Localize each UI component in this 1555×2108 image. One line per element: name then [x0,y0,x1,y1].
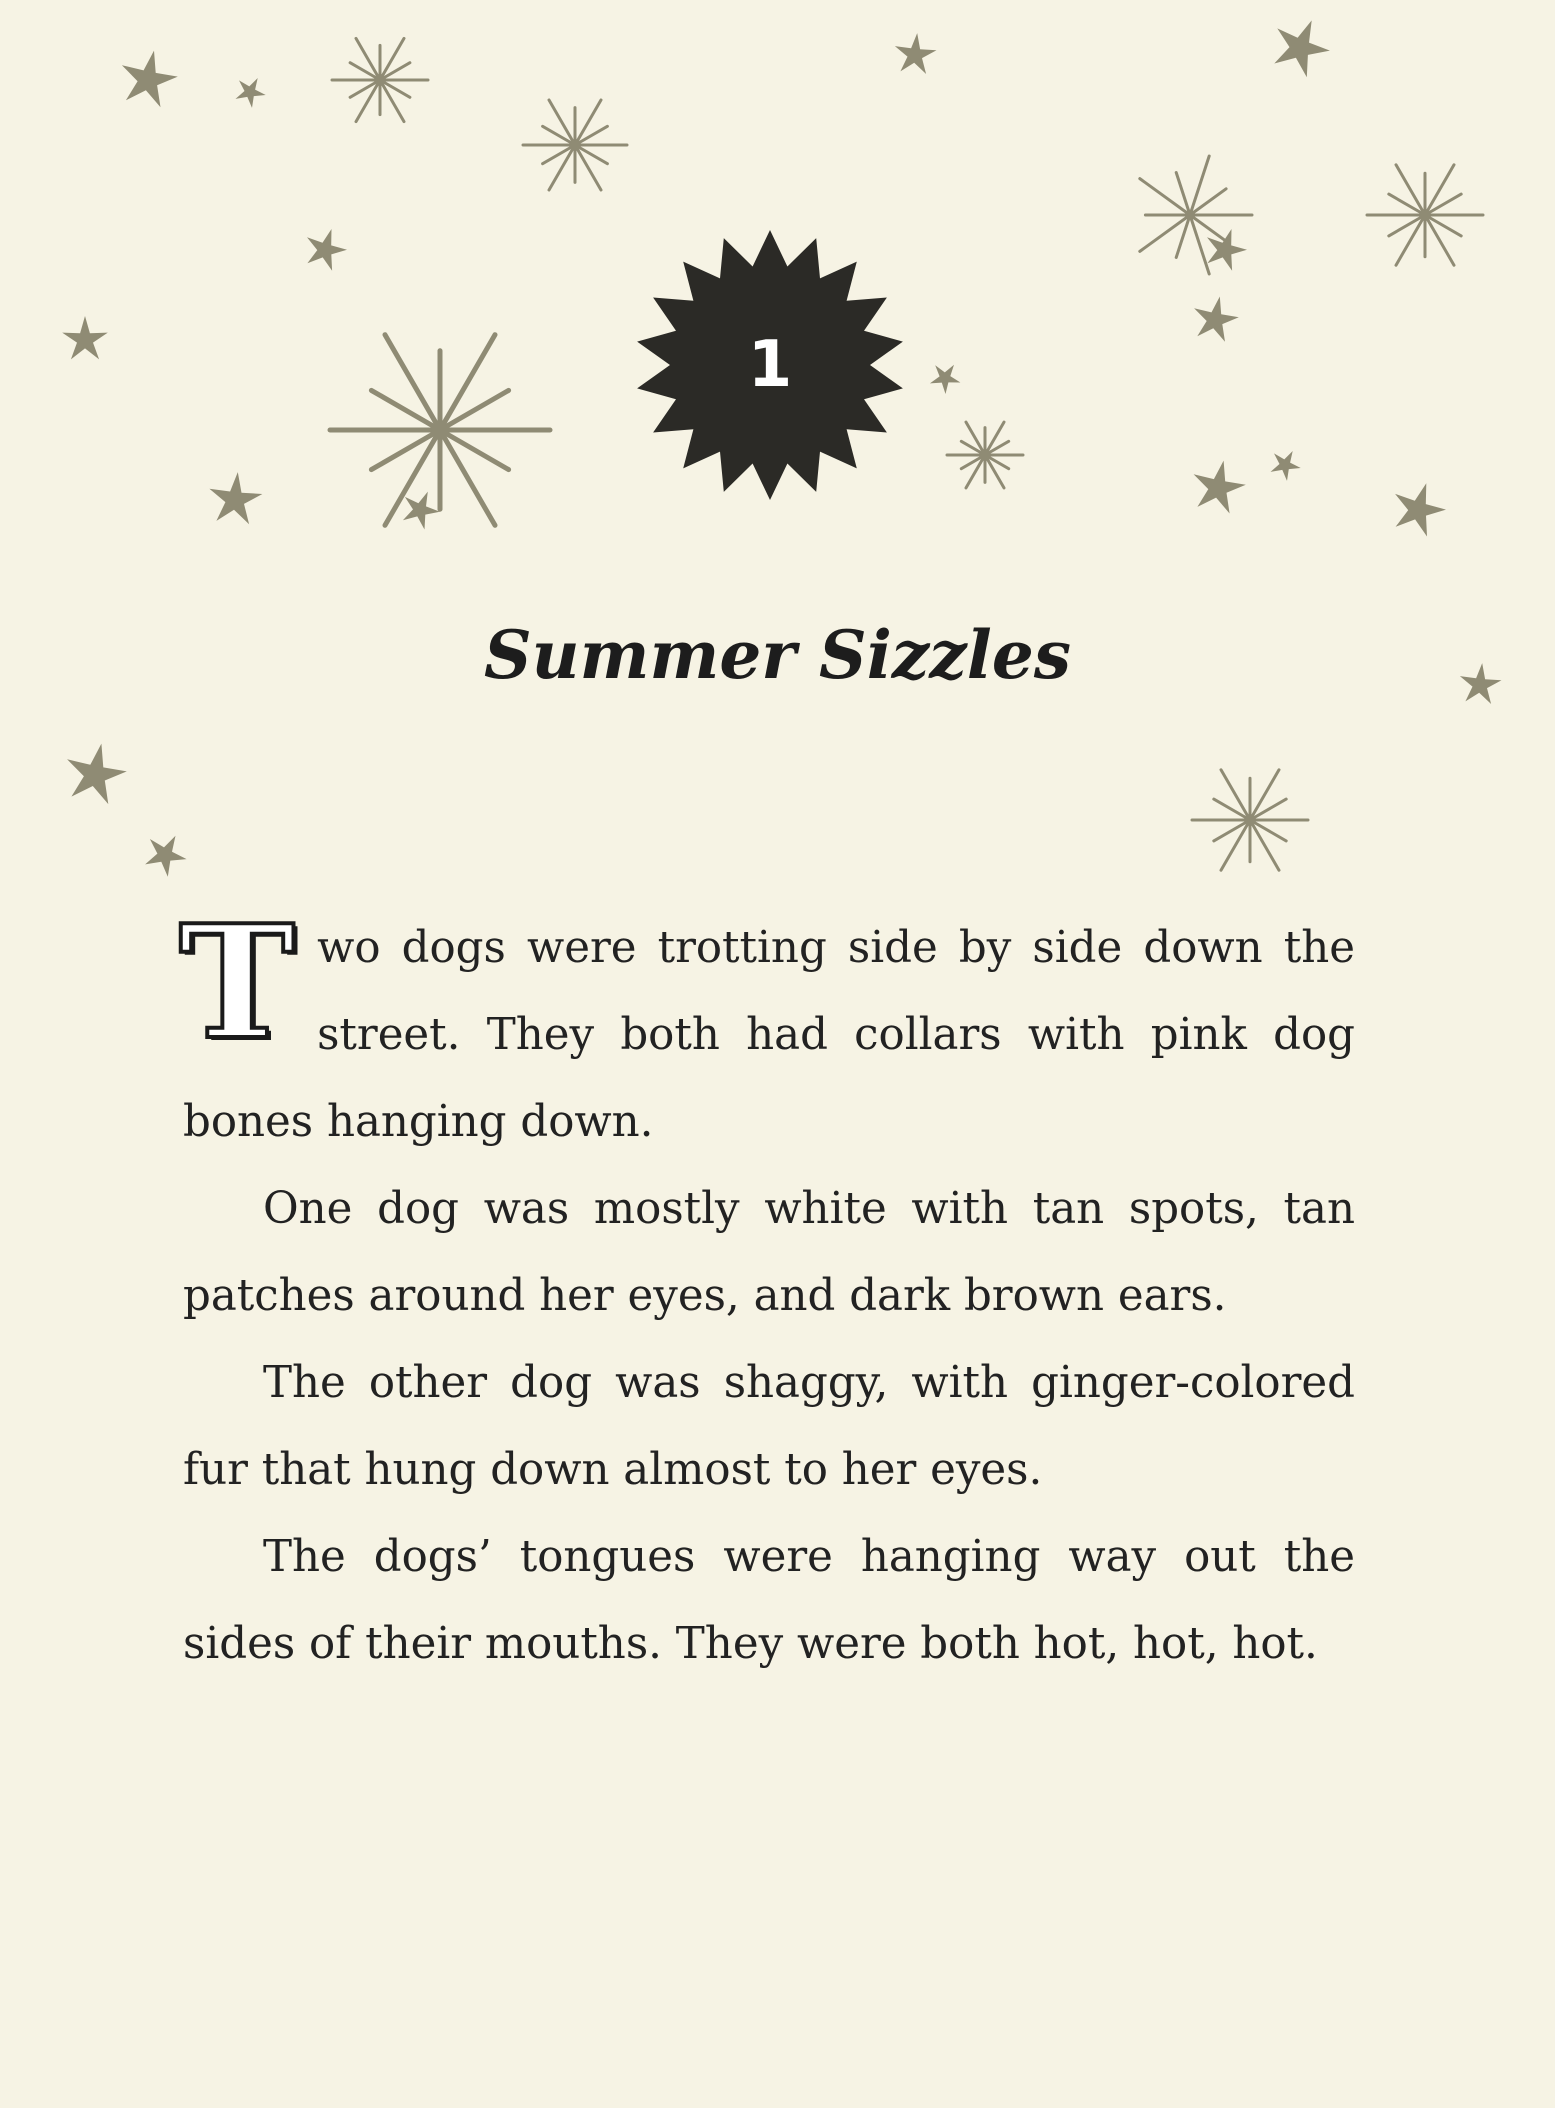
sparkle-icon [947,422,1023,488]
star-icon [67,744,127,805]
drop-cap: T [179,891,296,1074]
paragraph-1 [179,891,1355,1166]
sparkle-icon [1367,165,1483,265]
sparkle-icon [332,38,428,121]
star-icon [145,836,187,877]
star-icon [1460,663,1502,704]
stars-decoration [0,0,1555,900]
star-icon [307,229,347,271]
paragraph-4: The dogs’ tongues were hanging way out the sides of their mouths. They were both hot, hot, hot. [183,1532,1355,1669]
paragraph-2: One dog was mostly white with tan spots, tan patches around her eyes, and dark brown ears. [183,1184,1355,1321]
paragraph-1-text: wo dogs were trotting side by side down the street. They both had collars with pink dog bones hanging down. [183,923,1355,1147]
star-icon [1207,229,1247,271]
star-icon [403,492,440,530]
star-icon [1194,461,1246,514]
star-icon [930,365,961,394]
sparkle-icon [330,335,550,526]
sparkle-icon [523,100,627,190]
story-text [179,891,1355,1688]
paragraph-3: The other dog was shaggy, with ginger-colored fur that hung down almost to her eyes. [183,1358,1355,1495]
star-icon [122,51,178,108]
star-icon [62,316,108,359]
sparkle-icon [1140,156,1252,274]
star-icon [1274,20,1330,77]
star-icon [209,472,262,524]
star-icon [895,33,937,74]
chapter-number: 1 [747,328,793,402]
sparkle-icon [1192,770,1308,870]
star-icon [236,78,266,108]
star-icon [1395,483,1446,536]
chapter-title: Summer Sizzles [484,616,1071,694]
star-icon [1194,297,1239,342]
star-icon [1271,451,1301,481]
